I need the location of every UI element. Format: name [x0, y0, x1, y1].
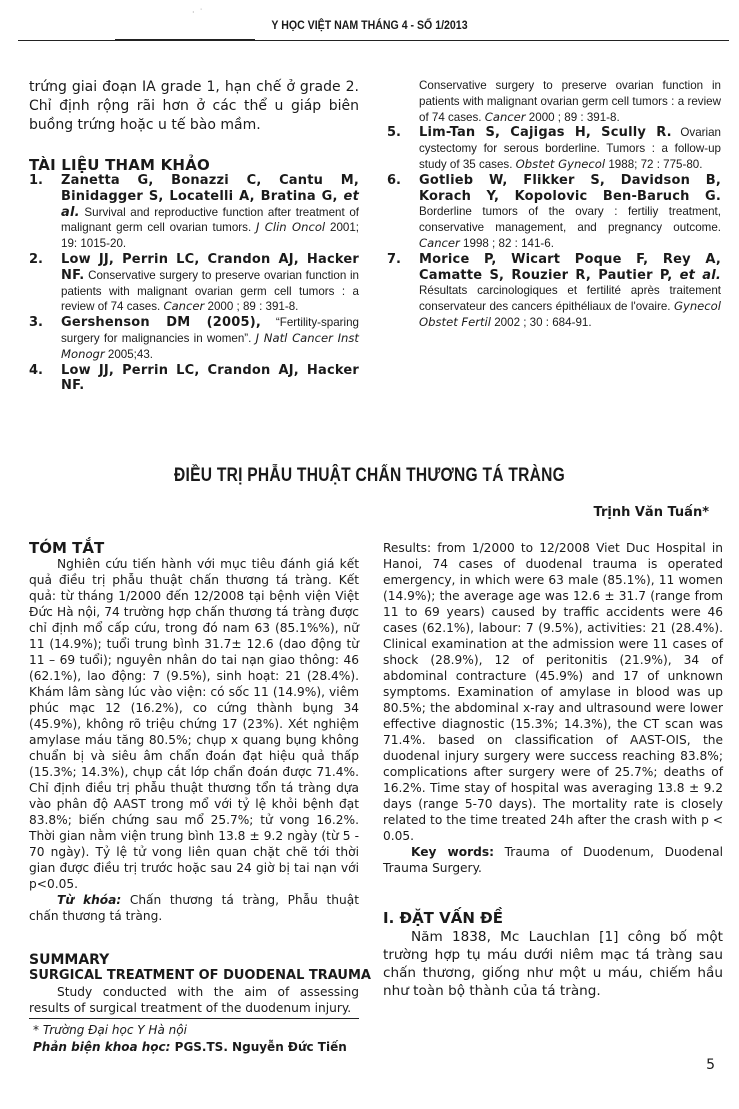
reference-text: Ovarian cystectomy for serous borderline. Tumors : a follow-up study of 35 cases. [419, 126, 721, 171]
reference-journal: J Clin Oncol [256, 220, 326, 235]
reference-authors: Low JJ, Perrin LC, Crandon AJ, Hacker NF. [61, 251, 359, 283]
scan-speck: · ˙ [192, 8, 205, 17]
abstract-vi-keywords [29, 892, 359, 924]
page-number: 5 [706, 1057, 715, 1073]
reference-authors: Zanetta G, Bonazzi C, Cantu M, Binidagger S, Locatelli A, Bratina G, [61, 173, 359, 204]
header-rule-accent [115, 39, 255, 41]
reference-et-al: et al. [61, 188, 359, 220]
reviewer-label: Phản biện khoa học: [33, 1040, 171, 1054]
reviewer-line [33, 1039, 347, 1056]
keywords-label: Từ khóa: [57, 893, 122, 907]
reference-journal: Cancer [484, 109, 526, 124]
article-left-column [29, 539, 371, 1016]
reference-text: Résultats carcinologiques et fertilité après traitement conservateur des cancers épithéliaux de l'ovaire. [419, 284, 721, 314]
prev-article-closing-text: trứng giai đoạn IA grade 1, hạn chế ở grade 2. Chỉ định rộng rãi hơn ở các thể u giáp biên buồng trứng hoặc u tế bào mầm. [29, 79, 359, 133]
reference-journal: Gynecol Obstet Fertil [419, 299, 721, 329]
reference-citation: 1988; 72 : 775-80. [605, 157, 703, 171]
prev-article-left-column [29, 78, 359, 394]
reference-number: 5. [387, 125, 401, 141]
reference-number: 3. [29, 315, 43, 331]
reference-et-al: et al. [672, 267, 722, 283]
summary-heading: SUMMARY [29, 952, 110, 968]
reference-4-continuation [387, 78, 721, 125]
reference-citation: 2000 ; 89 : 391-8. [525, 110, 620, 124]
reference-citation: 1998 ; 82 : 141-6. [459, 236, 554, 250]
keywords-label-en: Key words: [411, 845, 494, 859]
abstract-vi-body: Nghiên cứu tiến hành với mục tiêu đánh giá kết quả điều trị phẫu thuật chấn thương tá tràng. Kết quả: từ tháng 1/2000 đến 12/2008 tại bệnh viện Việt Đức Hà nội, 74 trường hợp chấn thương tá tràng được chỉ định mổ cấp cứu, trong đó nam 63 (85.1%%), nữ 11 (14.9%); tuổi trung bình 31.7± 12.6 (dao động từ 11 – 69 tuổi); nguyên nhân do tai nạn giao thông: 46 (62.1%), lao động: 7 (9.5%), sinh hoạt: 21 (28.4%). Khám lâm sàng lúc vào viện: có sốc 11 (14.9%), viêm phúc mạc 12 (16.2%), co cứng thành bụng 34 (45.9%), không rõ triệu chứng 17 (23%). Xét nghiệm amylase máu tăng 80.5%; chụp x quang bụng không chuẩn bị và siêu âm chẩn đoán đạt hiệu quả thấp (15.3%; 14.3%), chụp cắt lớp chẩn đoán được 71.4%. Chỉ định điều trị phẫu thuật thương tổn tá tràng dựa vào phân độ AAST trong mổ với tỷ lệ khỏi bệnh đạt 83.8%; biến chứng sau mổ 25.7%; tử vong 16.2%. Thời gian nằm viện trung bình 13.8 ± 9.2 ngày (từ 5 - 70 ngày). Tỷ lệ tử vong liên quan chặt chẽ tới thời gian được điều trị trước hoặc sau 24 giờ bị tai nạn với p<0.05. [29, 557, 359, 891]
reference-authors: Gotlieb W, Flikker S, Davidson B, Korach Y, Kopolovic Ben-Baruch G. [419, 172, 721, 204]
reference-authors: Low JJ, Perrin LC, Crandon AJ, Hacker NF. [61, 362, 359, 394]
reference-number: 6. [387, 172, 401, 188]
reference-text: Survival and reproductive function after treatment of malignant germ cell ovarian tumors. [61, 205, 359, 235]
footnote [33, 1022, 347, 1056]
keywords-text-en: Trauma of Duodenum, Duodenal Trauma Surgery. [383, 845, 723, 875]
summary-body-results: Results: from 1/2000 to 12/2008 Viet Duc Hospital in Hanoi, 74 cases of duodenal trauma is operated emergency, in which were 63 male (85.1%), 11 women (14.9%); the average age was 12.6 ± 31.7 (range from 11 to 69 years) caused by traffic accidents were 46 cases (62.1%), labour: 7 (9.5%), activities: 21 (28.4%). Clinical examination at the admission were 11 cases of shock (28.9%), 12 of peritonitis (21.9%), 34 of abdominal contracture (45.9%) and 17 of unknown symptoms. Examination of amylase in blood was up 80.5%; the abdominal x-ray and ultrasound were lower effective diagnostic (15.3%; 14.3%), the CT scan was 71.4%. based on classification of AAST-OIS, the duodenal injury surgery were success reaching 83.8%; complications after surgery were of 25.7%; deaths of 16.2%. Time stay of hospital was averaging 13.8 ± 9.2 days (range 5-70 days). The mortality rate is closely related to the time treated 24h after the crash with p < 0.05. [383, 541, 723, 843]
references-heading: TÀI LIỆU THAM KHẢO [29, 156, 210, 174]
reference-item [387, 125, 721, 172]
reference-item [29, 173, 359, 252]
reference-journal: Cancer [163, 299, 205, 314]
reference-authors: Lim-Tan S, Cajigas H, Scully R. [419, 125, 672, 141]
reference-item [29, 315, 359, 362]
reference-journal: J Natl Cancer Inst Monogr [61, 330, 359, 361]
reference-citation: 2000 ; 89 : 391-8. [204, 300, 299, 314]
section-1-body: Năm 1838, Mc Lauchlan [1] công bố một trường hợp tụ máu dưới niêm mạc tá tràng sau chấn thương, giống như một u máu, chiếm hầu như toàn bộ thành của tá tràng. [383, 929, 723, 999]
reviewer-name: PGS.TS. Nguyễn Đức Tiến [170, 1040, 347, 1054]
reference-journal: Obstet Gynecol [515, 156, 606, 171]
abstract-vi-heading: TÓM TẮT [29, 539, 105, 557]
reference-number: 4. [29, 362, 43, 378]
article-right-column [383, 540, 723, 1000]
article-title: ĐIỀU TRỊ PHẪU THUẬT CHẤN THƯƠNG TÁ TRÀNG [174, 465, 565, 486]
reference-number: 7. [387, 251, 401, 267]
reference-item [387, 252, 721, 331]
reference-text: Conservative surgery to preserve ovarian function in patients with malignant ovarian germ cell tumors : a review of 74 cases. [419, 79, 721, 124]
reference-item [29, 252, 359, 315]
running-header: Y HỌC VIỆT NAM THÁNG 4 - SỐ 1/2013 [271, 20, 468, 32]
reference-number: 1. [29, 173, 43, 188]
footnote-rule [29, 1018, 359, 1019]
prev-article-right-column [387, 78, 721, 331]
reference-authors: Gershenson DM (2005), [61, 315, 262, 331]
reference-citation: 2002 ; 30 : 684-91. [491, 315, 592, 329]
reference-text: “Fertility-sparing surgery for malignancies in women”. [61, 316, 360, 345]
summary-subtitle: SURGICAL TREATMENT OF DUODENAL TRAUMA [29, 968, 371, 983]
reference-item [387, 173, 721, 252]
reference-item [29, 363, 359, 395]
article-author: Trịnh Văn Tuấn* [593, 505, 709, 520]
reference-authors: Morice P, Wicart Poque F, Rey A, Camatte S, Rouzier R, Pautier P, [419, 251, 721, 283]
section-1-heading: I. ĐẶT VẤN ĐỀ [383, 909, 503, 927]
reference-text: Conservative surgery to preserve ovarian function in patients with malignant ovarian germ cell tumors : a review of 74 cases. [61, 268, 359, 314]
keywords-text: Chấn thương tá tràng, Phẫu thuật chấn thương tá tràng. [29, 893, 359, 923]
reference-number: 2. [29, 251, 43, 267]
summary-body-start: Study conducted with the aim of assessing results of surgical treatment of the duodenum injury. [29, 985, 359, 1015]
reference-citation: 2005;43. [104, 347, 154, 361]
author-affiliation: * Trường Đại học Y Hà nội [33, 1023, 187, 1037]
reference-text: Borderline tumors of the ovary : fertiliy treatment, conservative management, and pregnancy outcome. [419, 205, 721, 235]
summary-keywords [383, 844, 723, 876]
reference-journal: Cancer [419, 235, 460, 250]
reference-citation: 2001; 19: 1015-20. [61, 221, 360, 251]
